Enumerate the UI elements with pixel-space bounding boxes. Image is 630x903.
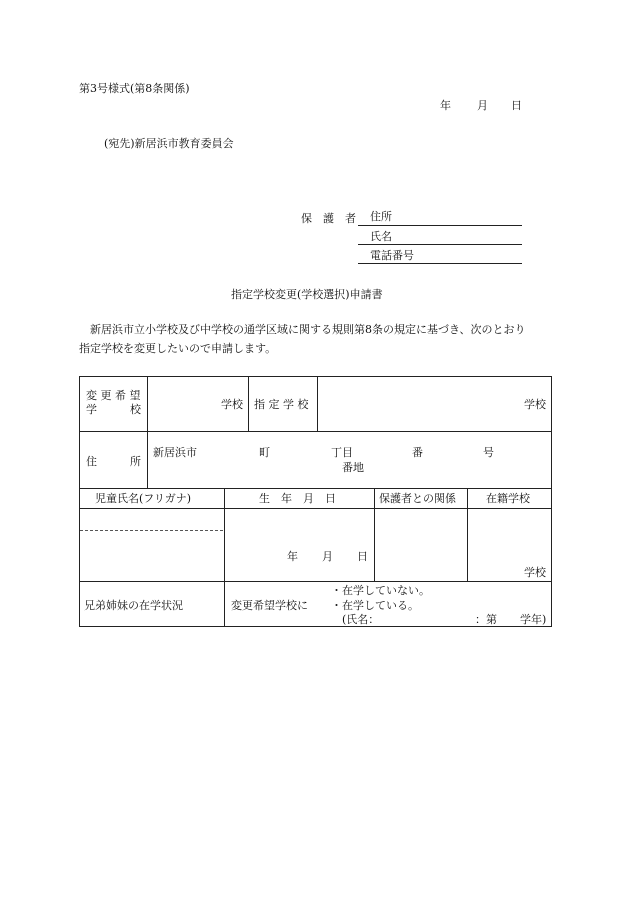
addressee: (宛先)新居浜市教育委員会 — [104, 137, 234, 150]
birth-year-label: 年 — [287, 550, 298, 563]
date-day-label: 日 — [511, 99, 522, 112]
birth-month-label: 月 — [322, 550, 333, 563]
form-number: 第3号様式(第8条関係) — [79, 82, 190, 95]
desired-school-label-1: 変 更 希 望 — [86, 389, 141, 402]
designated-school-label: 指 定 学 校 — [254, 398, 309, 411]
date-month-label: 月 — [477, 99, 488, 112]
table-row-divider — [79, 581, 552, 582]
address-banchi: 番地 — [342, 461, 364, 474]
address-go: 号 — [483, 446, 494, 459]
siblings-label: 兄弟姉妹の在学状況 — [84, 599, 183, 612]
sibling-name-prefix: (氏名： — [342, 613, 380, 626]
table-row-divider — [79, 431, 552, 432]
option-not-enrolled[interactable]: ・在学していない。 — [331, 584, 430, 597]
relation-label: 保護者との関係 — [379, 492, 456, 505]
guardian-name-label: 氏名 — [370, 230, 392, 243]
desired-school-field[interactable]: 学校 — [221, 398, 243, 411]
current-school-field[interactable]: 学校 — [524, 566, 546, 579]
birth-day-label: 日 — [357, 550, 368, 563]
body-text-line1: 新居浜市立小学校及び中学校の通学区域に関する規則第8条の規定に基づき、次のとおり — [90, 323, 526, 336]
birth-date-label: 生 年 月 日 — [259, 492, 336, 505]
desired-school-label-2: 学 校 — [86, 403, 141, 416]
table-col-divider — [467, 488, 468, 581]
guardian-phone-line[interactable] — [358, 263, 522, 264]
table-row-divider — [79, 488, 552, 489]
sibling-grade-prefix: ：第 — [475, 613, 497, 626]
table-col-divider — [317, 376, 318, 431]
guardian-phone-label: 電話番号 — [370, 249, 414, 262]
relation-field[interactable] — [375, 509, 467, 581]
guardian-name-line[interactable] — [358, 244, 522, 245]
guardian-address-label: 住所 — [370, 210, 392, 223]
sibling-grade-suffix: 学年) — [520, 613, 547, 626]
child-name-field[interactable] — [80, 509, 224, 581]
option-enrolled[interactable]: ・在学している。 — [331, 599, 419, 612]
address-label: 住 所 — [86, 455, 141, 468]
date-year-label: 年 — [440, 99, 451, 112]
table-col-divider — [147, 376, 148, 488]
child-name-label: 児童氏名(フリガナ) — [95, 492, 192, 505]
document-title: 指定学校変更(学校選択)申請書 — [231, 288, 383, 301]
address-town: 町 — [259, 446, 270, 459]
table-col-divider — [224, 488, 225, 627]
current-school-label: 在籍学校 — [486, 492, 530, 505]
body-text-line2: 指定学校を変更したいので申請します。 — [79, 342, 277, 355]
guardian-label: 保 護 者 — [301, 212, 356, 225]
desired-school-text: 変更希望学校に — [231, 599, 308, 612]
table-col-divider — [248, 376, 249, 431]
address-chome: 丁目 — [331, 446, 353, 459]
address-city: 新居浜市 — [153, 446, 197, 459]
address-ban: 番 — [412, 446, 423, 459]
designated-school-field[interactable]: 学校 — [524, 398, 546, 411]
guardian-address-line[interactable] — [358, 225, 522, 226]
